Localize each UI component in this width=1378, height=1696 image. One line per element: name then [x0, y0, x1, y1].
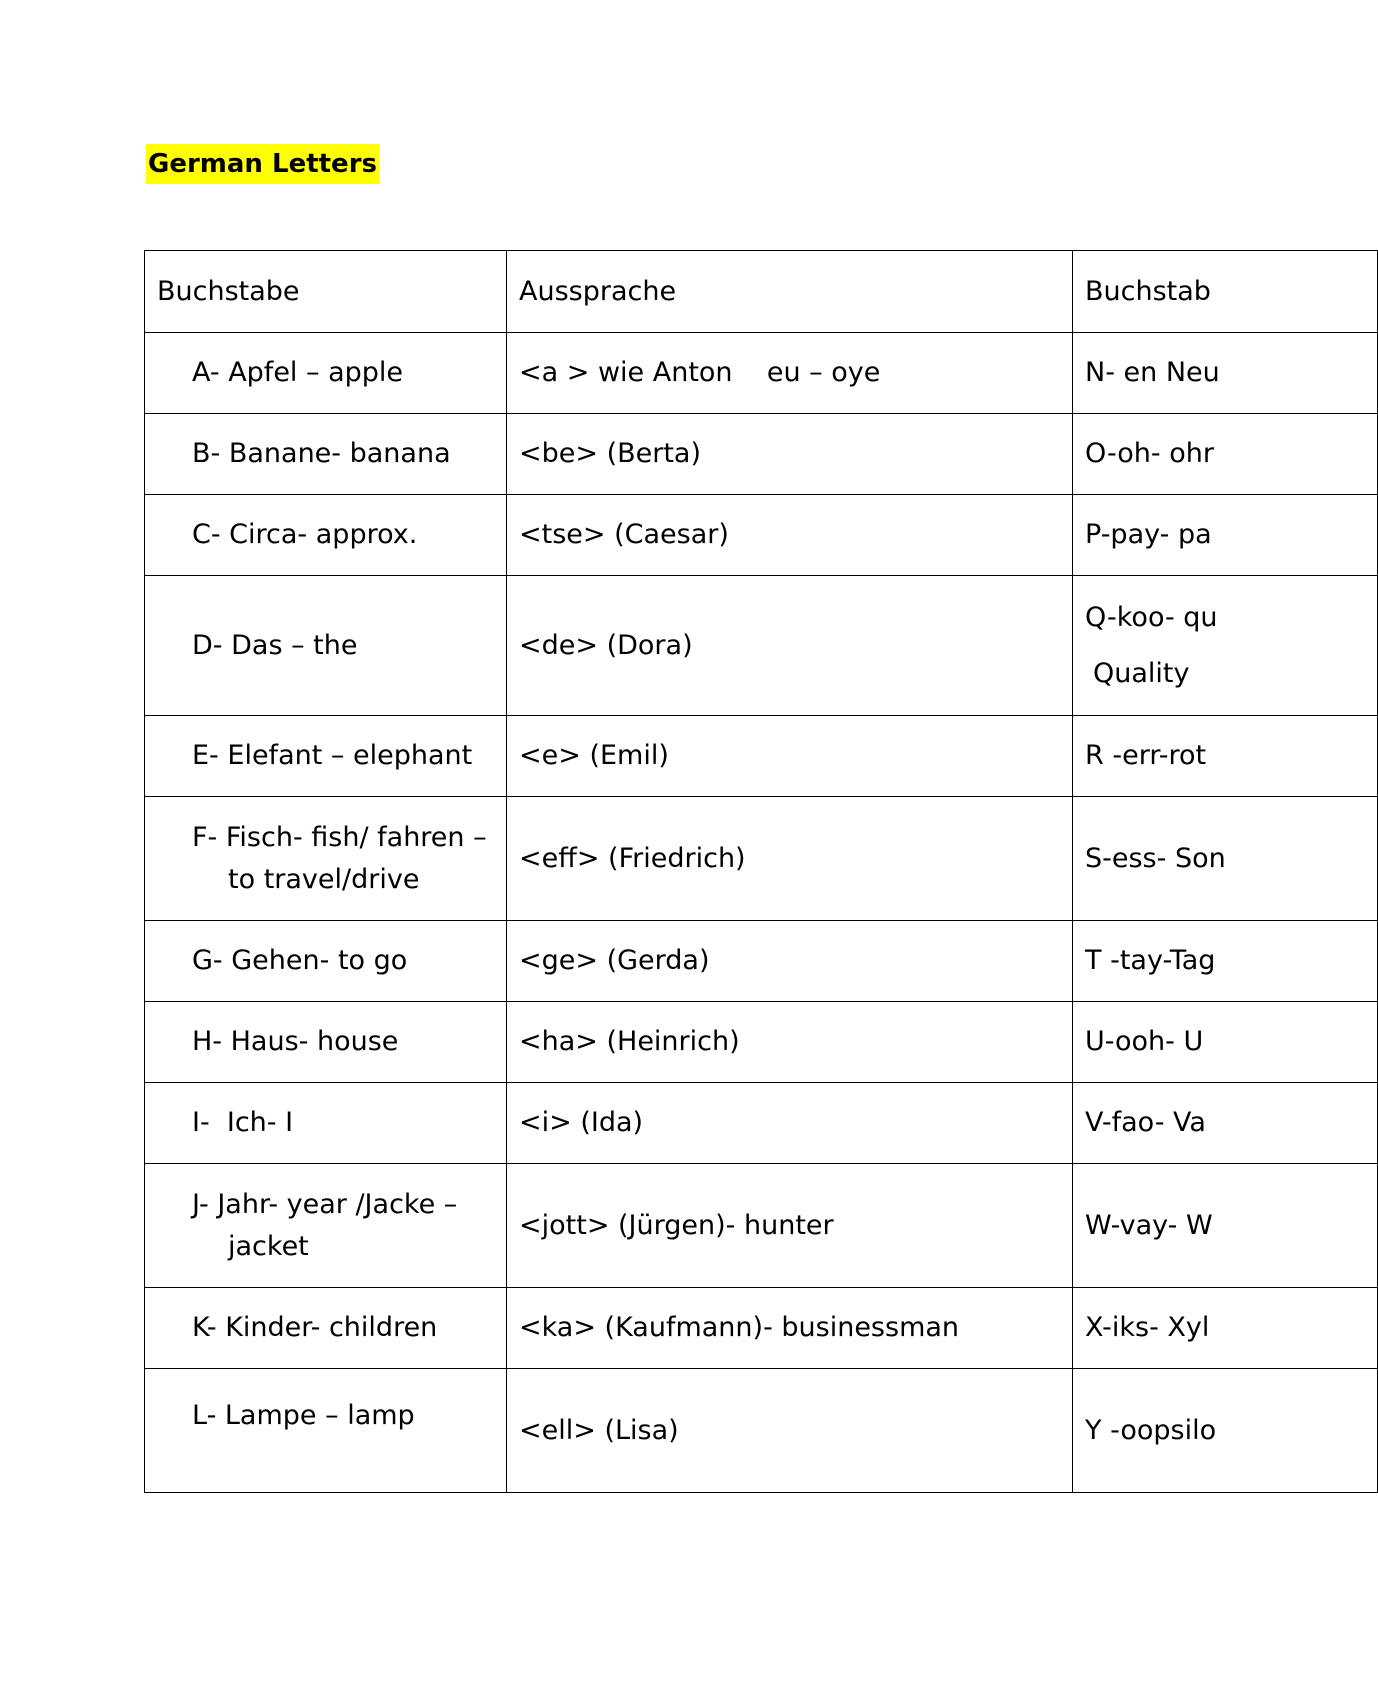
letter-cell: A- Apfel – apple: [145, 333, 507, 414]
document-title: German Letters: [146, 144, 379, 184]
pronunciation-cell: <ka> (Kaufmann)- businessman: [507, 1288, 1073, 1369]
table-row: [145, 1164, 1378, 1288]
pronunciation-cell: <a > wie Anton eu – oye: [507, 333, 1073, 414]
letter-cell-right: U-ooh- U: [1073, 1002, 1378, 1083]
right-cell-line-1: Q-koo- qu: [1085, 601, 1218, 633]
right-cell-line-2: Quality: [1093, 657, 1190, 689]
table-row: [145, 716, 1378, 797]
letter-cell-right: X-iks- Xyl: [1073, 1288, 1378, 1369]
table-header-row: [145, 251, 1378, 333]
letter-cell-right: [1073, 576, 1378, 716]
letter-cell-right: O-oh- ohr: [1073, 414, 1378, 495]
table-row: [145, 576, 1378, 716]
letter-cell: H- Haus- house: [145, 1002, 507, 1083]
letter-cell-right: N- en Neu: [1073, 333, 1378, 414]
table-row: [145, 414, 1378, 495]
letter-cell-right: R -err-rot: [1073, 716, 1378, 797]
table-row: [145, 797, 1378, 921]
letter-cell: K- Kinder- children: [145, 1288, 507, 1369]
table-row: [145, 1288, 1378, 1369]
pronunciation-cell: <jott> (Jürgen)- hunter: [507, 1164, 1073, 1288]
letters-table-container: [144, 250, 1226, 1520]
table-row: [145, 1002, 1378, 1083]
pronunciation-cell: <ge> (Gerda): [507, 921, 1073, 1002]
letter-cell: I- Ich- I: [145, 1083, 507, 1164]
letter-cell: D- Das – the: [145, 576, 507, 716]
table-row: [145, 1369, 1378, 1493]
pronunciation-cell: <tse> (Caesar): [507, 495, 1073, 576]
letter-cell-right: T -tay-Tag: [1073, 921, 1378, 1002]
letter-cell: F- Fisch- fish/ fahren – to travel/drive: [145, 797, 507, 921]
letter-cell: G- Gehen- to go: [145, 921, 507, 1002]
letter-cell-right: Y -oopsilo: [1073, 1369, 1378, 1493]
header-buchstabe: Buchstabe: [145, 251, 507, 333]
letters-table: [144, 250, 1378, 1493]
letter-cell-right: V-fao- Va: [1073, 1083, 1378, 1164]
pronunciation-cell: <ha> (Heinrich): [507, 1002, 1073, 1083]
letter-cell-right: S-ess- Son: [1073, 797, 1378, 921]
table-row: [145, 921, 1378, 1002]
pronunciation-cell: <e> (Emil): [507, 716, 1073, 797]
pronunciation-cell: <ell> (Lisa): [507, 1369, 1073, 1493]
table-row: [145, 1083, 1378, 1164]
table-row: [145, 333, 1378, 414]
letter-cell: C- Circa- approx.: [145, 495, 507, 576]
pronunciation-cell: <be> (Berta): [507, 414, 1073, 495]
pronunciation-cell: <eff> (Friedrich): [507, 797, 1073, 921]
letter-cell-right: W-vay- W: [1073, 1164, 1378, 1288]
letter-cell: J- Jahr- year /Jacke – jacket: [145, 1164, 507, 1288]
letter-cell: E- Elefant – elephant: [145, 716, 507, 797]
letter-cell: L- Lampe – lamp: [145, 1369, 507, 1493]
header-aussprache: Aussprache: [507, 251, 1073, 333]
pronunciation-cell: <de> (Dora): [507, 576, 1073, 716]
letter-cell: B- Banane- banana: [145, 414, 507, 495]
table-row: [145, 495, 1378, 576]
letter-cell-right: P-pay- pa: [1073, 495, 1378, 576]
header-buchstabe-2: Buchstab: [1073, 251, 1378, 333]
pronunciation-cell: <i> (Ida): [507, 1083, 1073, 1164]
